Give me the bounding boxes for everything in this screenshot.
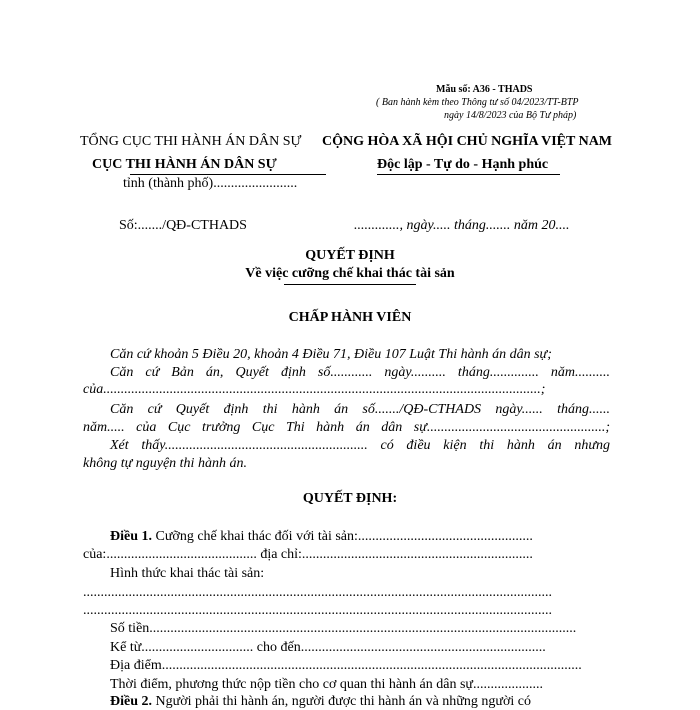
document-subtitle: Về việc cưỡng chế khai thác tài sản bbox=[245, 266, 455, 281]
document-number: Số:......./QĐ-CTHADS bbox=[119, 218, 247, 233]
article1-line bbox=[110, 529, 533, 545]
national-motto: Độc lập - Tự do - Hạnh phúc bbox=[377, 157, 549, 172]
motto-underline bbox=[377, 174, 560, 175]
basis-enforcement-line1: Căn cứ Quyết định thi hành án số......./QĐ-CTHADS ngày...... tháng...... bbox=[110, 402, 610, 417]
article1-text: Cưỡng chế khai thác đối với tài sản:.................................................. bbox=[152, 529, 533, 544]
decision-heading: QUYẾT ĐỊNH: bbox=[302, 491, 398, 506]
amount-line: Số tiền.......................................................................................................................... bbox=[110, 621, 577, 636]
issuer-title: CHẤP HÀNH VIÊN bbox=[288, 310, 412, 325]
method-dots-2: ...................................................................................................................................... bbox=[83, 603, 552, 618]
period-line: Kể từ................................ cho đến...................................................................... bbox=[110, 640, 546, 655]
asset-owner: của:........................................... địa chỉ:.................................................................. bbox=[83, 547, 533, 562]
article2-line bbox=[110, 694, 531, 710]
basis-judgment-line1: Căn cứ Bản án, Quyết định số............ ngày.......... tháng.............. năm.......... bbox=[110, 365, 610, 380]
payment-line: Thời điểm, phương thức nộp tiền cho cơ quan thi hành án dân sự.................... bbox=[110, 677, 544, 692]
document-title: QUYẾT ĐỊNH bbox=[305, 248, 395, 263]
form-code: Mẫu số: A36 - THADS bbox=[436, 84, 533, 95]
basis-judgment-line2: của.............................................................................................................................; bbox=[83, 382, 546, 397]
article2-text: Người phải thi hành án, người được thi hành án và những người có bbox=[152, 694, 531, 709]
basis-enforcement-line2: năm..... của Cục trưởng Cục Thi hành án dân sự...................................................; bbox=[83, 420, 610, 435]
exploitation-method: Hình thức khai thác tài sản: bbox=[110, 566, 265, 581]
subtitle-underline bbox=[284, 284, 416, 285]
article2-label: Điều 2. bbox=[110, 694, 152, 709]
location-line: Địa điểm........................................................................................................................ bbox=[110, 658, 582, 673]
agency-name: CỤC THI HÀNH ÁN DÂN SỰ bbox=[92, 157, 277, 172]
basis-law: Căn cứ khoản 5 Điều 20, khoản 4 Điều 71, Điều 107 Luật Thi hành án dân sự; bbox=[110, 347, 552, 362]
national-title: CỘNG HÒA XÃ HỘI CHỦ NGHĨA VIỆT NAM bbox=[322, 134, 613, 149]
article1-label: Điều 1. bbox=[110, 529, 152, 544]
method-dots-1: ...................................................................................................................................... bbox=[83, 585, 552, 600]
form-note-line1: ( Ban hành kèm theo Thông tư số 04/2023/TT-BTP bbox=[376, 97, 579, 108]
agency-underline bbox=[130, 174, 326, 175]
form-note-line2: ngày 14/8/2023 của Bộ Tư pháp) bbox=[444, 110, 577, 121]
agency-parent: TỔNG CỤC THI HÀNH ÁN DÂN SỰ bbox=[80, 134, 302, 149]
consideration-line1: Xét thấy.......................................................... có điều kiện thi hành án nhưng bbox=[110, 438, 610, 453]
consideration-line2: không tự nguyện thi hành án. bbox=[83, 456, 247, 471]
document-date: ............., ngày..... tháng....... năm 20.... bbox=[354, 218, 570, 233]
agency-province: tỉnh (thành phố)........................ bbox=[123, 176, 298, 191]
